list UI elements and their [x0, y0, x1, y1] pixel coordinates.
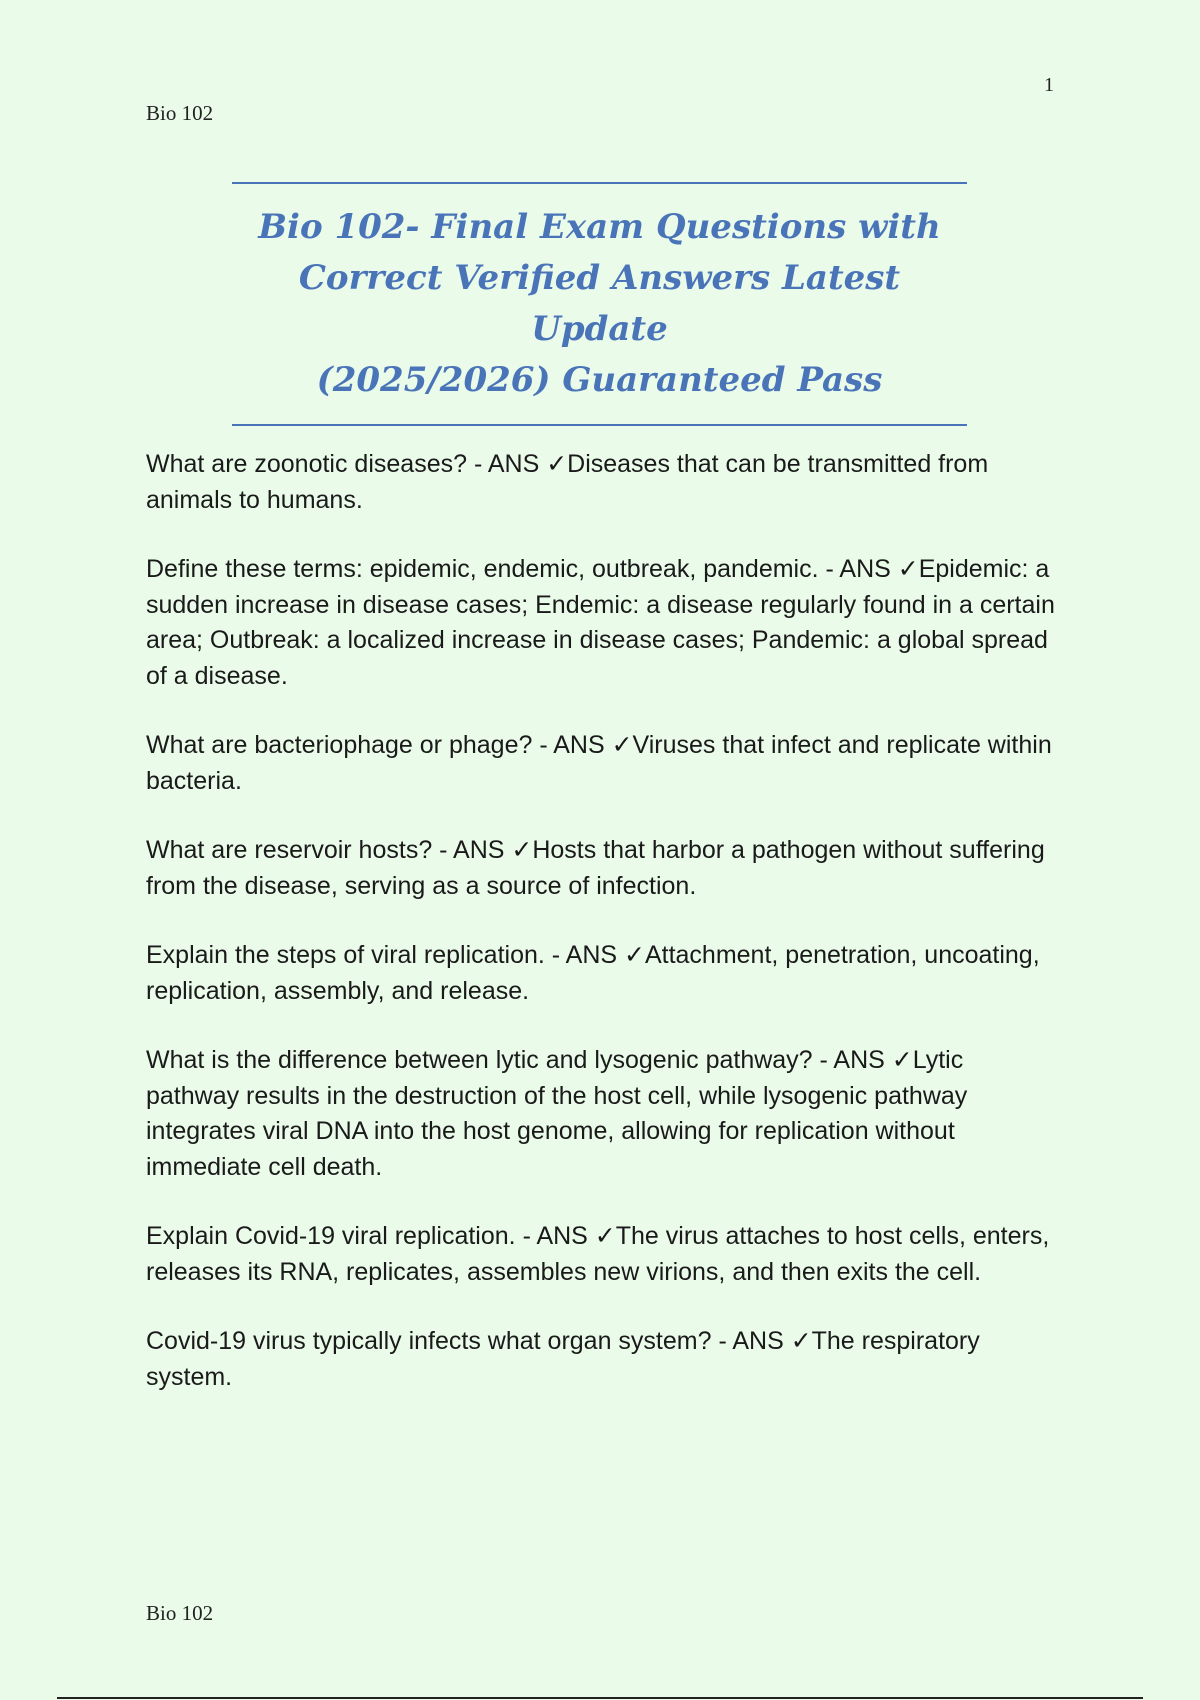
page-header: Bio 102 — [146, 101, 214, 125]
title-bottom-rule — [232, 424, 967, 426]
page-footer: Bio 102 — [146, 1601, 214, 1625]
footer-rule — [57, 1697, 1143, 1699]
title-block — [232, 182, 967, 426]
qa-item: What are reservoir hosts? - ANS ✓Hosts that harbor a pathogen without suffering from the disease, serving as a source of infection. — [146, 836, 1045, 900]
qa-item: Define these terms: epidemic, endemic, outbreak, pandemic. - ANS ✓Epidemic: a sudden increase in disease cases; Endemic: a disease regularly found in a certain area; Outbreak: a localized increase in disease cases; Pandemic: a global spread of a disease. — [146, 555, 1055, 690]
qa-item: Explain Covid-19 viral replication. - ANS ✓The virus attaches to host cells, enters, releases its RNA, replicates, assembles new virions, and then exits the cell. — [146, 1222, 1050, 1286]
title-line-3: (2025/2026) Guaranteed Pass — [316, 360, 883, 400]
title-line-2: Correct Verified Answers Latest Update — [298, 258, 901, 349]
page-number: 1 — [1044, 74, 1054, 96]
title-line-1: Bio 102- Final Exam Questions with — [258, 207, 941, 247]
document-title — [232, 202, 967, 406]
qa-item: What are zoonotic diseases? - ANS ✓Diseases that can be transmitted from animals to humans. — [146, 450, 989, 514]
qa-item: Covid-19 virus typically infects what organ system? - ANS ✓The respiratory system. — [146, 1327, 980, 1391]
qa-item: What are bacteriophage or phage? - ANS ✓Viruses that infect and replicate within bacteria. — [146, 731, 1052, 795]
qa-item: Explain the steps of viral replication. - ANS ✓Attachment, penetration, uncoating, replication, assembly, and release. — [146, 941, 1040, 1005]
qa-list — [146, 447, 1056, 1429]
qa-item: What is the difference between lytic and lysogenic pathway? - ANS ✓Lytic pathway results in the destruction of the host cell, while lysogenic pathway integrates viral DNA into the host genome, allowing for replication without immediate cell death. — [146, 1046, 968, 1181]
title-top-rule — [232, 182, 967, 184]
